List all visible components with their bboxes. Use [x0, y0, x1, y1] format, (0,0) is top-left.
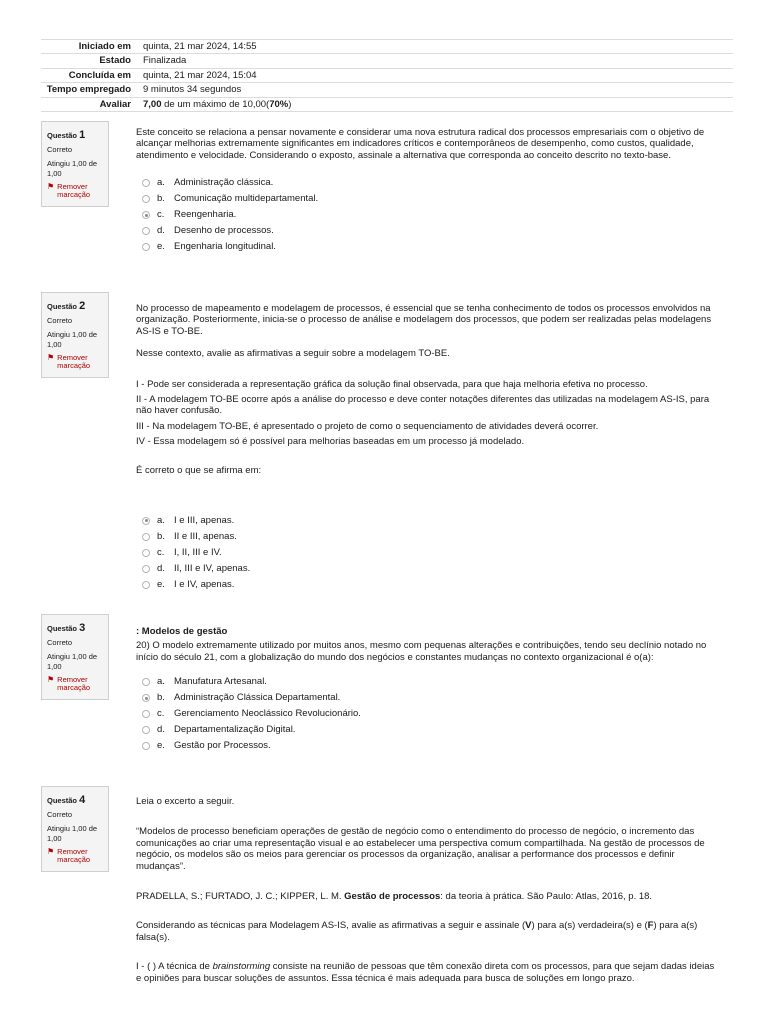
option-text: Engenharia longitudinal.	[174, 241, 276, 253]
statement-1	[136, 961, 718, 984]
question-state: Correto	[47, 145, 73, 155]
option-text: II e III, apenas.	[174, 531, 237, 543]
question-state: Correto	[47, 638, 73, 648]
option-text: Departamentalização Digital.	[174, 724, 296, 736]
radio-button-selected[interactable]	[142, 694, 150, 702]
instr-part: ) para a(s) verdadeira(s) e (	[531, 920, 648, 932]
answer-options	[136, 674, 718, 754]
summary-value: quinta, 21 mar 2024, 15:04	[143, 69, 257, 81]
option-letter: e.	[157, 241, 165, 253]
remove-flag-link[interactable]	[47, 354, 103, 371]
question-prefix: Questão	[47, 796, 78, 805]
grade-end: )	[288, 98, 292, 110]
question-number	[47, 793, 103, 807]
question-text: 20) O modelo extremamente utilizado por muitos anos, mesmo com pequenas alterações e contribuições, tendo seu declínio notado no início do século 21, com a globalização do mundo dos negócios e constantes mudanças no contexto organizacional é o(a):	[136, 640, 707, 663]
option-text: Administração clássica.	[174, 177, 274, 189]
radio-button[interactable]	[142, 581, 150, 589]
answer-option-d[interactable]	[136, 722, 718, 738]
ref-authors: PRADELLA, S.; FURTADO, J. C.; KIPPER, L. M.	[136, 890, 345, 902]
question-info-1	[41, 121, 109, 207]
summary-label: Estado	[99, 55, 131, 67]
question-num: 1	[79, 129, 86, 141]
remove-flag-link[interactable]	[47, 848, 103, 865]
question-reference	[136, 891, 718, 902]
instr-part: ) para a(s) falsa(s).	[136, 920, 698, 943]
answer-option-c[interactable]	[136, 207, 718, 223]
option-letter: c.	[157, 708, 165, 720]
option-letter: c.	[157, 209, 165, 221]
summary-value: Finalizada	[143, 55, 187, 67]
radio-button[interactable]	[142, 533, 150, 541]
flag-icon: ⚑	[47, 846, 55, 856]
question-grade: Atingiu 1,00 de 1,00	[47, 159, 98, 178]
statement-2: II - A modelagem TO-BE ocorre após a análise do processo e deve conter notações diferentes das utilizadas na modelagem AS-IS, para não haver confusão.	[136, 393, 710, 417]
answer-option-e[interactable]	[136, 577, 718, 593]
statement-part: I - ( ) A técnica de	[136, 961, 213, 973]
question-number	[47, 621, 103, 635]
statement-part: consiste na reunião de pessoas que têm conexão direta com os processos, para que sejam dadas ideias e opiniões para buscar soluções de assuntos. Essa técnica é mais adequada para busca de soluções em longo prazo.	[136, 961, 715, 984]
question-instruction	[136, 920, 718, 943]
radio-button[interactable]	[142, 195, 150, 203]
answer-option-e[interactable]	[136, 239, 718, 255]
option-text: Gestão por Processos.	[174, 740, 271, 752]
question-info-2	[41, 292, 109, 378]
radio-button[interactable]	[142, 549, 150, 557]
radio-button-selected[interactable]	[142, 517, 150, 525]
option-text: I e III, apenas.	[174, 515, 235, 527]
option-text: Gerenciamento Neoclássico Revolucionário.	[174, 708, 361, 720]
option-letter: a.	[157, 676, 165, 688]
question-prefix: Questão	[47, 302, 78, 311]
flag-icon: ⚑	[47, 674, 55, 684]
grade-middle: de um máximo de 10,00(	[161, 98, 270, 110]
radio-button-selected[interactable]	[142, 211, 150, 219]
question-context: Nesse contexto, avalie as afirmativas a seguir sobre a modelagem TO-BE.	[136, 348, 450, 360]
summary-row-started	[41, 40, 733, 54]
statement-3: III - Na modelagem TO-BE, é apresentado o projeto de como o sequenciamento de atividades deverá ocorrer.	[136, 420, 599, 432]
ref-title: Gestão de processos	[344, 890, 441, 902]
flag-icon: ⚑	[47, 181, 55, 191]
flag-icon: ⚑	[47, 352, 55, 362]
option-letter: c.	[157, 547, 165, 559]
option-letter: a.	[157, 515, 165, 527]
option-text: Desenho de processos.	[174, 225, 274, 237]
question-heading: : Modelos de gestão	[136, 626, 228, 637]
question-intro: No processo de mapeamento e modelagem de processos, é essencial que se tenha conhecimento de todos os processos envolvidos na organização. Posteriormente, inicia-se o processo de análise e modelagem dos processos, que podem ser realizadas pelas modelagens AS-IS e TO-BE.	[136, 303, 712, 337]
option-letter: d.	[157, 724, 165, 736]
option-text: I, II, III e IV.	[174, 547, 222, 559]
question-content-2	[136, 303, 718, 593]
question-info-3	[41, 614, 109, 700]
flag-label: Remover marcação	[57, 674, 91, 693]
option-letter: a.	[157, 177, 165, 189]
radio-button[interactable]	[142, 726, 150, 734]
grade-percent: 70%	[269, 98, 289, 110]
answer-option-b[interactable]	[136, 690, 718, 706]
instr-part: Considerando as técnicas para Modelagem AS-IS, avalie as afirmativas a seguir e assinale (	[136, 920, 526, 932]
question-content-4	[136, 796, 718, 984]
radio-button[interactable]	[142, 227, 150, 235]
option-text: Manufatura Artesanal.	[174, 676, 267, 688]
question-prefix: Questão	[47, 624, 78, 633]
summary-value	[137, 98, 733, 111]
remove-flag-link[interactable]	[47, 183, 103, 200]
option-text: Reengenharia.	[174, 209, 237, 221]
question-ask: É correto o que se afirma em:	[136, 464, 262, 476]
summary-value: quinta, 21 mar 2024, 14:55	[143, 41, 257, 52]
statement-emphasis: brainstorming	[212, 961, 271, 973]
answer-option-d[interactable]	[136, 223, 718, 239]
option-letter: b.	[157, 193, 165, 205]
grade-score: 7,00	[143, 98, 162, 110]
remove-flag-link[interactable]	[47, 676, 103, 693]
question-quote: “Modelos de processo beneficiam operações de gestão de negócio como o entendimento do processo de negócio, o incremento das comunicações ao criar uma representação visual e ao estabelecer uma perspectiva comum compartilhada. Na gestão de processos de negócio, os modelos são os meios para gerenciar os processos da organização, analisar a performance dos processos e definir mudanças”.	[136, 826, 705, 872]
statement-4: IV - Essa modelagem só é possível para melhorias baseadas em um processo já modelado.	[136, 436, 525, 448]
question-num: 3	[79, 622, 86, 634]
question-lead: Leia o excerto a seguir.	[136, 796, 235, 807]
summary-row-grade	[41, 98, 733, 112]
answer-option-a[interactable]	[136, 175, 718, 191]
answer-option-a[interactable]	[136, 513, 718, 529]
option-letter: e.	[157, 740, 165, 752]
option-text: Comunicação multidepartamental.	[174, 193, 319, 205]
question-info-4	[41, 786, 109, 872]
option-letter: d.	[157, 225, 165, 237]
answer-options	[136, 175, 718, 255]
radio-button[interactable]	[142, 243, 150, 251]
answer-option-a[interactable]	[136, 674, 718, 690]
summary-label: Avaliar	[99, 98, 131, 110]
radio-button[interactable]	[142, 742, 150, 750]
answer-option-b[interactable]	[136, 529, 718, 545]
question-text: Este conceito se relaciona a pensar novamente e considerar uma nova estrutura radical dos processos empresariais com o objetivo de alcançar melhorias extremamente significantes em indicadores críticos e contemporâneos de desempenho, como custos, qualidade, atendimento e velocidade. Considerando o exposto, assinale a alternativa que corresponda ao conceito descrito no texto-base.	[136, 127, 705, 161]
radio-button[interactable]	[142, 678, 150, 686]
summary-value: 9 minutos 34 segundos	[143, 84, 242, 96]
answer-option-e[interactable]	[136, 738, 718, 754]
question-grade: Atingiu 1,00 de 1,00	[47, 652, 98, 671]
answer-option-c[interactable]	[136, 706, 718, 722]
question-content-1	[136, 127, 718, 255]
radio-button[interactable]	[142, 565, 150, 573]
option-letter: d.	[157, 563, 165, 575]
option-text: II, III e IV, apenas.	[174, 563, 251, 575]
ref-rest: : da teoria à prática. São Paulo: Atlas, 2016, p. 18.	[440, 890, 653, 902]
instr-false: F	[647, 920, 654, 932]
question-grade: Atingiu 1,00 de 1,00	[47, 330, 98, 349]
summary-label: Iniciado em	[78, 41, 131, 52]
option-letter: b.	[157, 531, 165, 543]
question-num: 4	[79, 794, 86, 806]
question-state: Correto	[47, 810, 73, 820]
option-text: Administração Clássica Departamental.	[174, 692, 341, 704]
answer-option-d[interactable]	[136, 561, 718, 577]
statement-1: I - Pode ser considerada a representação gráfica da solução final observada, para que haja melhoria efetiva no processo.	[136, 378, 648, 390]
instr-true: V	[525, 920, 532, 932]
flag-label: Remover marcação	[57, 846, 91, 865]
question-grade: Atingiu 1,00 de 1,00	[47, 824, 98, 843]
question-number	[47, 128, 103, 142]
option-letter: e.	[157, 579, 165, 591]
radio-button[interactable]	[142, 710, 150, 718]
summary-row-time	[41, 83, 733, 97]
flag-label: Remover marcação	[57, 181, 91, 200]
summary-row-state	[41, 54, 733, 68]
option-text: I e IV, apenas.	[174, 579, 235, 591]
question-prefix: Questão	[47, 131, 78, 140]
summary-label: Concluída em	[68, 69, 131, 81]
question-number	[47, 299, 103, 313]
answer-option-b[interactable]	[136, 191, 718, 207]
flag-label: Remover marcação	[57, 352, 91, 371]
answer-option-c[interactable]	[136, 545, 718, 561]
question-content-3	[136, 626, 718, 754]
option-letter: b.	[157, 692, 165, 704]
question-num: 2	[79, 300, 86, 312]
answer-options	[136, 513, 718, 593]
question-state: Correto	[47, 316, 73, 326]
summary-row-completed	[41, 69, 733, 83]
attempt-summary	[41, 39, 733, 112]
summary-label: Tempo empregado	[46, 84, 131, 96]
radio-button[interactable]	[142, 179, 150, 187]
